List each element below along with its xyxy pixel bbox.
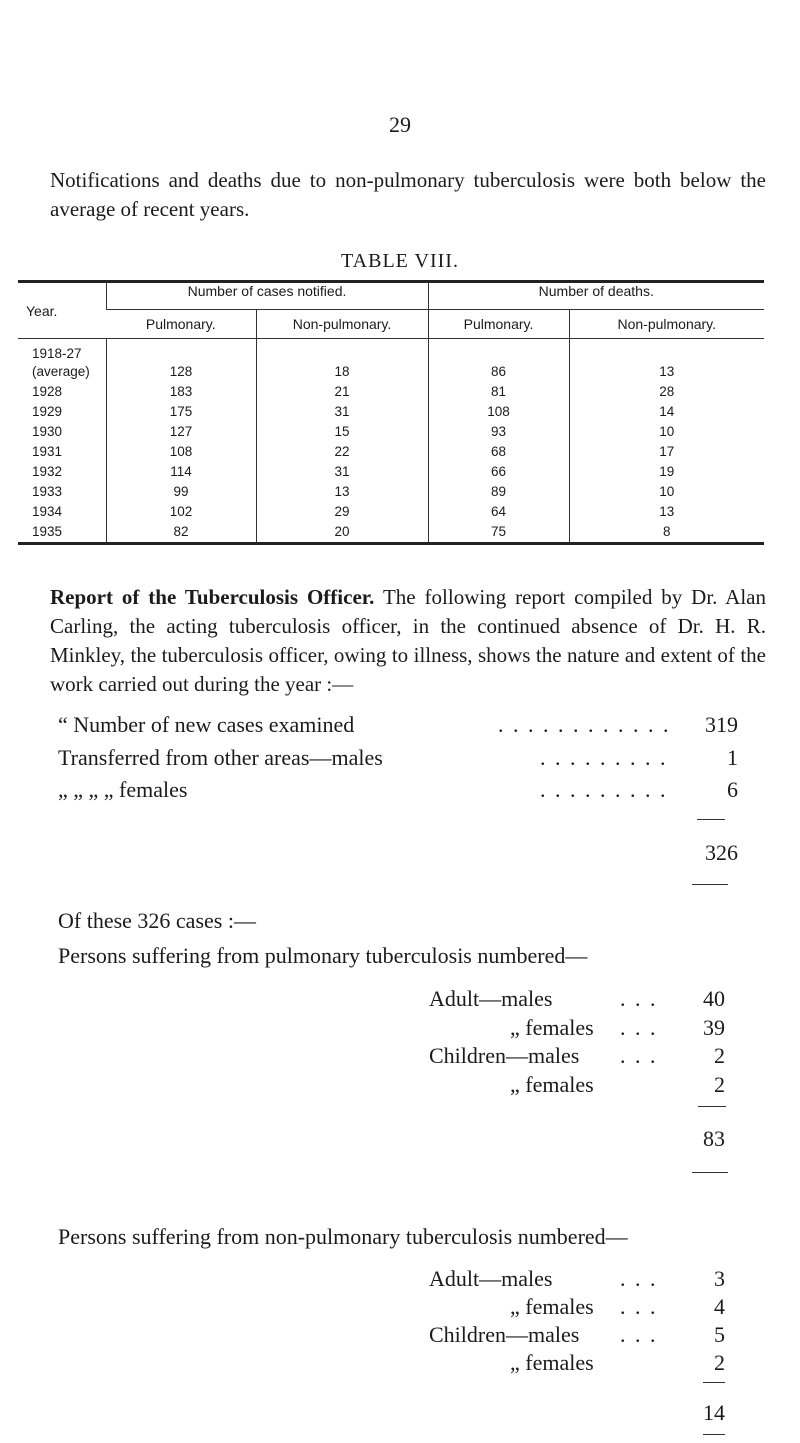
new-cases-value: 319 xyxy=(705,712,738,737)
leader-dots: . . . . . . . . . xyxy=(540,777,668,802)
deaths-header: Number of deaths. xyxy=(428,282,764,310)
non-pulmonary-adult-males-value: 3 xyxy=(714,1266,725,1291)
deaths-non-pulmonary-header: Non-pulmonary. xyxy=(569,310,764,339)
leader-dots: . . . xyxy=(620,986,658,1011)
transferred-males-value: 1 xyxy=(727,745,738,770)
cases-pulmonary-cell: 108 xyxy=(106,442,256,462)
deaths-non-pulmonary-cell: 17 xyxy=(569,442,764,462)
report-paragraph xyxy=(50,583,766,699)
report-text: The following report compiled by Dr. Alan Carling, the acting tuberculosis officer, in the continued absence of Dr. H. R. Minkley, the tuberculosis officer, owing to illness, shows the nature and extent of the work carried out during the year :— xyxy=(50,585,766,696)
cases-non-pulmonary-cell: 22 xyxy=(256,442,428,462)
leader-dots: . . . xyxy=(620,1043,658,1068)
cases-pulmonary-cell: 114 xyxy=(106,462,256,482)
deaths-non-pulmonary-cell: 19 xyxy=(569,462,764,482)
non-pulmonary-adult-males-label: Adult—males xyxy=(429,1266,553,1291)
non-pulmonary-children-males-value: 5 xyxy=(714,1322,725,1347)
deaths-pulmonary-cell: 68 xyxy=(428,442,569,462)
table-row xyxy=(18,382,764,402)
year-cell: 1934 xyxy=(32,504,63,519)
deaths-pulmonary-cell: 93 xyxy=(428,422,569,442)
transferred-females-value: 6 xyxy=(727,777,738,802)
cases-pulmonary-cell: 128 xyxy=(106,339,256,383)
cases-non-pulmonary-cell: 31 xyxy=(256,402,428,422)
deaths-non-pulmonary-cell: 8 xyxy=(569,522,764,544)
cases-non-pulmonary-header: Non-pulmonary. xyxy=(256,310,428,339)
divider xyxy=(703,1382,725,1383)
non-pulmonary-children-females-label: „ females xyxy=(510,1350,594,1375)
cases-non-pulmonary-cell: 21 xyxy=(256,382,428,402)
cases-non-pulmonary-cell: 18 xyxy=(256,339,428,383)
cases-pulmonary-cell: 127 xyxy=(106,422,256,442)
pulmonary-children-females-label: „ females xyxy=(510,1072,594,1097)
table-row xyxy=(18,339,764,383)
pulmonary-children-females-value: 2 xyxy=(714,1072,725,1097)
leader-dots: . . . xyxy=(620,1266,658,1291)
cases-pulmonary-cell: 82 xyxy=(106,522,256,544)
report-heading: Report of the Tuberculosis Officer. xyxy=(50,585,375,609)
table-row xyxy=(18,502,764,522)
cases-pulmonary-cell: 102 xyxy=(106,502,256,522)
deaths-pulmonary-cell: 81 xyxy=(428,382,569,402)
deaths-pulmonary-cell: 64 xyxy=(428,502,569,522)
table-row xyxy=(18,482,764,502)
deaths-non-pulmonary-cell: 10 xyxy=(569,482,764,502)
new-cases-label: “ Number of new cases examined xyxy=(58,712,355,737)
year-cell: 1929 xyxy=(32,404,63,419)
non-pulmonary-total-value: 14 xyxy=(703,1400,725,1425)
deaths-non-pulmonary-cell: 14 xyxy=(569,402,764,422)
leader-dots: . . . xyxy=(620,1015,658,1040)
deaths-non-pulmonary-cell: 10 xyxy=(569,422,764,442)
pulmonary-total-value: 83 xyxy=(703,1126,725,1151)
table-title: TABLE VIII. xyxy=(341,250,459,272)
page-number: 29 xyxy=(389,112,411,137)
divider xyxy=(697,819,725,820)
table-row xyxy=(18,462,764,482)
cases-non-pulmonary-cell: 20 xyxy=(256,522,428,544)
leader-dots: . . . . . . . . . . . . xyxy=(498,712,671,737)
deaths-pulmonary-cell: 86 xyxy=(428,339,569,383)
deaths-pulmonary-cell: 89 xyxy=(428,482,569,502)
divider xyxy=(692,884,728,885)
table-row xyxy=(18,422,764,442)
non-pulmonary-adult-females-value: 4 xyxy=(714,1294,725,1319)
deaths-non-pulmonary-cell: 13 xyxy=(569,502,764,522)
non-pulmonary-heading-text: Persons suffering from non-pulmonary tuberculosis numbered— xyxy=(58,1224,628,1249)
tuberculosis-table xyxy=(18,280,764,545)
year-cell: 1935 xyxy=(32,524,63,539)
leader-dots: . . . . . . . . . xyxy=(540,745,668,770)
table-row xyxy=(18,522,764,544)
table-row xyxy=(18,442,764,462)
pulmonary-adult-males-label: Adult—males xyxy=(429,986,553,1011)
cases-pulmonary-cell: 175 xyxy=(106,402,256,422)
table-row xyxy=(18,402,764,422)
year-header: Year. xyxy=(18,282,106,339)
transferred-females-label: „ „ „ „ females xyxy=(58,777,188,802)
cases-non-pulmonary-cell: 31 xyxy=(256,462,428,482)
cases-header: Number of cases notified. xyxy=(106,282,428,310)
year-cell xyxy=(18,339,106,383)
year-cell: 1931 xyxy=(32,444,63,459)
cases-pulmonary-cell: 183 xyxy=(106,382,256,402)
pulmonary-heading-text: Persons suffering from pulmonary tuberculosis numbered— xyxy=(58,943,588,968)
non-pulmonary-adult-females-label: „ females xyxy=(510,1294,594,1319)
leader-dots: . . . xyxy=(620,1322,658,1347)
cases-non-pulmonary-cell: 15 xyxy=(256,422,428,442)
breakdown-intro-text: Of these 326 cases :— xyxy=(58,908,256,933)
divider xyxy=(698,1106,726,1107)
transferred-males-label: Transferred from other areas—males xyxy=(58,745,383,770)
intro-paragraph: Notifications and deaths due to non-pulmonary tuberculosis were both below the average of recent years. xyxy=(50,168,766,221)
year-cell: 1933 xyxy=(32,484,63,499)
pulmonary-adult-males-value: 40 xyxy=(703,986,725,1011)
deaths-non-pulmonary-cell: 28 xyxy=(569,382,764,402)
year-cell: 1930 xyxy=(32,424,63,439)
deaths-pulmonary-header: Pulmonary. xyxy=(428,310,569,339)
year-cell: 1932 xyxy=(32,464,63,479)
pulmonary-children-males-label: Children—males xyxy=(429,1043,580,1068)
pulmonary-adult-females-label: „ females xyxy=(510,1015,594,1040)
year-cell-line2: (average) xyxy=(32,364,90,379)
deaths-pulmonary-cell: 75 xyxy=(428,522,569,544)
non-pulmonary-children-males-label: Children—males xyxy=(429,1322,580,1347)
year-cell-line1: 1918-27 xyxy=(32,346,82,361)
divider xyxy=(703,1434,725,1435)
deaths-pulmonary-cell: 66 xyxy=(428,462,569,482)
pulmonary-adult-females-value: 39 xyxy=(703,1015,725,1040)
year-cell: 1928 xyxy=(32,384,63,399)
deaths-non-pulmonary-cell: 13 xyxy=(569,339,764,383)
deaths-pulmonary-cell: 108 xyxy=(428,402,569,422)
divider xyxy=(692,1172,728,1173)
cases-pulmonary-cell: 99 xyxy=(106,482,256,502)
cases-non-pulmonary-cell: 13 xyxy=(256,482,428,502)
pulmonary-children-males-value: 2 xyxy=(714,1043,725,1068)
cases-total-value: 326 xyxy=(705,840,738,865)
cases-pulmonary-header: Pulmonary. xyxy=(106,310,256,339)
non-pulmonary-children-females-value: 2 xyxy=(714,1350,725,1375)
leader-dots: . . . xyxy=(620,1294,658,1319)
cases-non-pulmonary-cell: 29 xyxy=(256,502,428,522)
